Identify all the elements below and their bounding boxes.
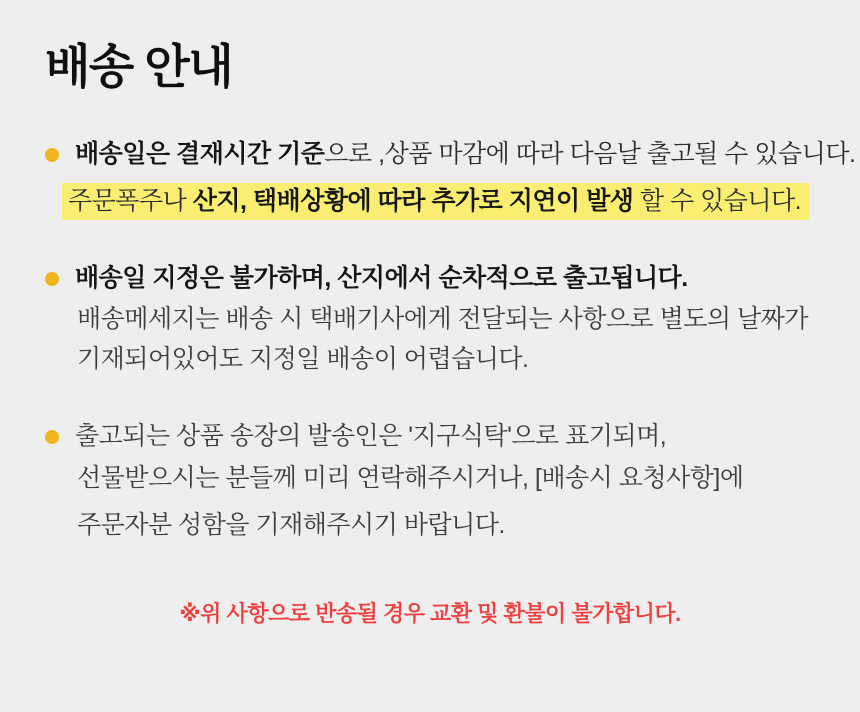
notice-section-no-date-selection [45,262,850,375]
notice-sub-line: 기재되어있어도 지정일 배송이 어렵습니다. [77,345,529,374]
bullet-line [45,420,850,452]
highlighted-notice-line [45,183,850,220]
highlight-band [62,183,809,220]
notice-line [75,138,855,170]
return-policy-warning: ※위 사항으로 반송될 경우 교환 및 환불이 불가합니다. [179,601,681,627]
highlight-text: 주문폭주나 [68,187,193,216]
page-title: 배송 안내 [45,40,233,93]
notice-text-bold: 배송일 지정은 불가하며, 산지에서 순차적으로 출고됩니다. [75,264,688,293]
notice-sub-line: 배송메세지는 배송 시 택배기사에게 전달되는 사항으로 별도의 날짜가 [77,305,808,334]
notice-text: 으로 ,상품 마감에 따라 다음날 출고될 수 있습니다. [324,140,856,169]
notice-sub-line: 주문자분 성함을 기재해주시기 바랍니다. [77,511,505,540]
notice-section-sender-name [45,420,850,541]
bullet-line [45,138,856,170]
bullet-dot-icon [45,148,59,162]
notice-text-bold: 배송일은 결재시간 기준 [75,140,325,169]
notice-sub-line: 선물받으시는 분들께 미리 연락해주시거나, [배송시 요청사항]에 [77,464,744,493]
notice-section-shipping-date [45,138,856,220]
bullet-line [45,262,850,294]
bullet-dot-icon [45,430,59,444]
highlight-text: 할 수 있습니다. [633,187,802,216]
bullet-dot-icon [45,272,59,286]
highlight-text-bold: 산지, 택배상황에 따라 추가로 지연이 발생 [192,187,634,216]
notice-text: 출고되는 상품 송장의 발송인은 '지구식탁'으로 표기되며, [75,422,667,451]
